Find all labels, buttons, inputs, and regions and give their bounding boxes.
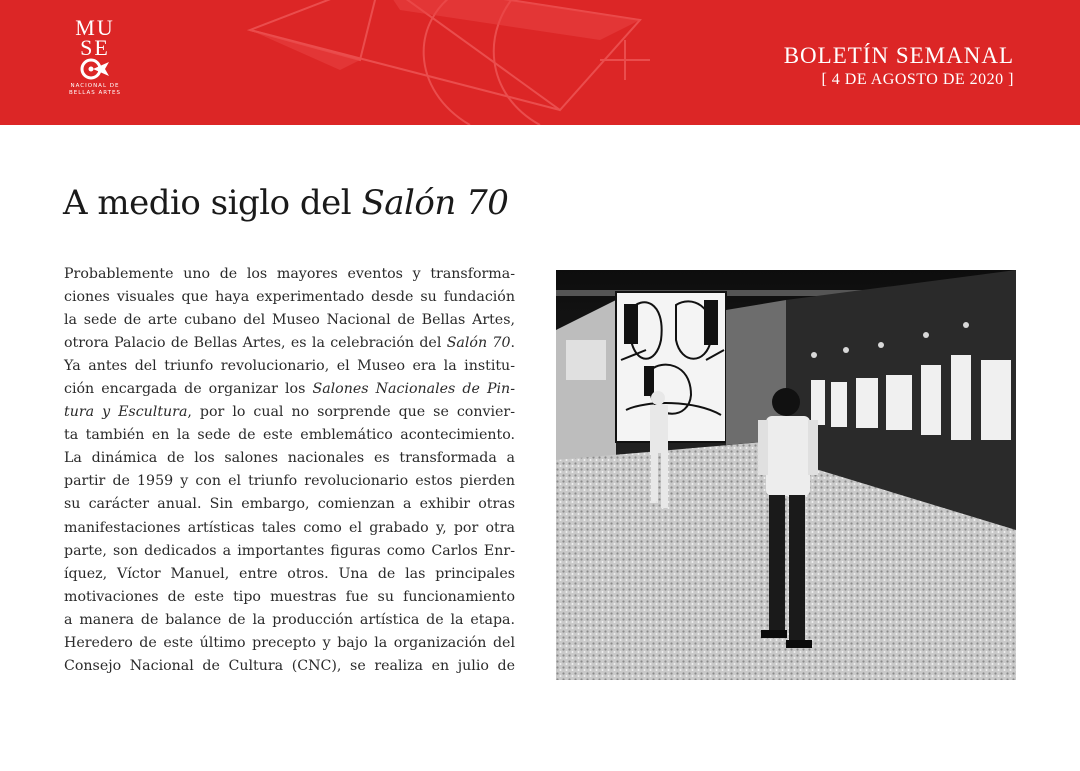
article-text: partir de 1959 y con el triunfo revolucionario estos pierden xyxy=(64,473,515,490)
article-text: , por lo cual no sorprende que se convier- xyxy=(187,404,515,421)
article-text: su carácter anual. Sin embargo, comienzan a exhibir otras xyxy=(64,496,515,513)
article-line xyxy=(64,609,515,632)
header-banner xyxy=(0,0,1080,125)
logo-subtext: NACIONAL DE BELLAS ARTES xyxy=(68,83,121,96)
article-text: Probablemente uno de los mayores eventos y transforma- xyxy=(64,266,515,282)
article-line xyxy=(64,401,515,424)
article-text: manifestaciones artísticas tales como el grabado y, por otra xyxy=(64,519,515,536)
article-italic-text: Salones Nacionales de Pin- xyxy=(312,381,515,398)
article-title xyxy=(63,183,508,223)
article-text: a manera de balance de la producción artística de la etapa. xyxy=(64,611,515,628)
article-italic-text: tura y Escultura xyxy=(64,404,188,421)
article-text: otrora Palacio de Bellas Artes, es la celebración del xyxy=(64,335,447,352)
article-text: motivaciones de este tipo muestras fue su funcionamiento xyxy=(64,588,515,605)
article-line xyxy=(64,517,515,540)
article-line xyxy=(64,493,515,516)
article-line xyxy=(64,540,515,563)
article-title-text: A medio siglo del xyxy=(63,183,362,223)
museum-logo[interactable] xyxy=(66,15,124,97)
article-line xyxy=(64,447,515,470)
logo-mark: MU SE xyxy=(66,18,124,83)
article-line xyxy=(64,563,515,586)
article-text: la sede de arte cubano del Museo Nacional de Bellas Artes, xyxy=(64,312,515,329)
article-text: Consejo Nacional de Cultura (CNC), se realiza en julio de xyxy=(64,657,515,674)
article-text: La dinámica de los salones nacionales es transformada a xyxy=(64,450,515,467)
article-text: . xyxy=(510,335,515,352)
logo-eye-icon xyxy=(75,58,115,80)
article-text: parte, son dedicados a importantes figuras como Carlos Enr- xyxy=(64,542,515,559)
article-body xyxy=(64,263,515,678)
bulletin-date: [ 4 DE AGOSTO DE 2020 ] xyxy=(821,71,1014,88)
article-text: ta también en la sede de este emblemático acontecimiento. xyxy=(64,427,515,444)
exhibition-photo-image xyxy=(556,270,1016,680)
article-line xyxy=(64,424,515,447)
article-line xyxy=(64,378,515,401)
article-line xyxy=(64,263,515,286)
article-line xyxy=(64,586,515,609)
article-line xyxy=(64,332,515,355)
article-line xyxy=(64,632,515,655)
article-line xyxy=(64,355,515,378)
article-line xyxy=(64,470,515,493)
article-line xyxy=(64,309,515,332)
article-italic-text: Salón 70 xyxy=(446,335,511,352)
exhibition-photo xyxy=(556,270,1016,680)
article-text: ciones visuales que haya experimentado desde su fundación xyxy=(64,289,515,306)
article-line xyxy=(64,655,515,678)
article-text: Ya antes del triunfo revolucionario, el Museo era la institu- xyxy=(64,358,515,375)
article-title-italic: Salón 70 xyxy=(361,183,509,223)
article-text: ción encargada de organizar los xyxy=(64,381,313,398)
bulletin-title: BOLETÍN SEMANAL xyxy=(783,43,1014,68)
article-text: Heredero de este último precepto y bajo la organización del xyxy=(64,634,515,651)
article-text: íquez, Víctor Manuel, entre otros. Una de las principales xyxy=(64,565,515,582)
article-line xyxy=(64,286,515,309)
